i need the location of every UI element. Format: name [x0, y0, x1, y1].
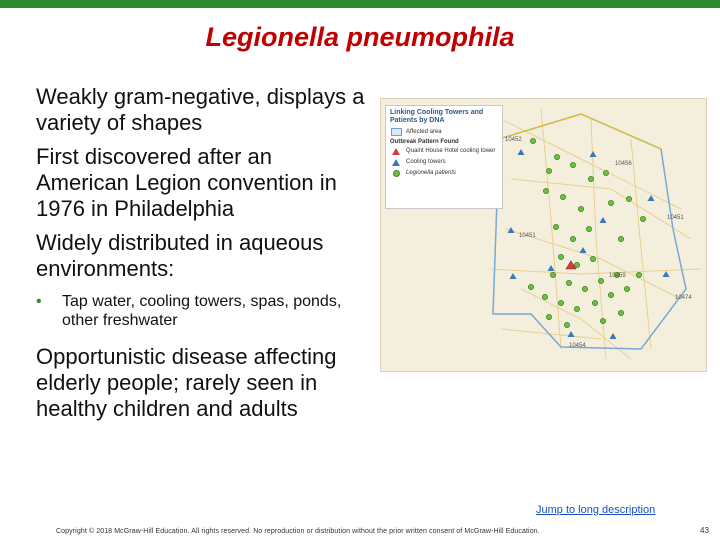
patient-marker [618, 310, 623, 315]
legend-title: Linking Cooling Towers and Patients by DNA [390, 109, 484, 124]
patient-marker [570, 162, 575, 167]
patient-marker [528, 284, 533, 289]
cooling-tower-marker [568, 331, 575, 337]
legend-outbreak-heading: Outbreak Pattern Found [390, 139, 459, 145]
patient-marker [546, 168, 551, 173]
blue-triangle-icon [392, 159, 400, 166]
patient-marker [554, 154, 559, 159]
zip-label: 10456 [615, 161, 632, 167]
patient-marker [570, 236, 575, 241]
legend-hotel [390, 147, 498, 155]
zip-label: 10459 [609, 273, 626, 279]
cooling-tower-marker [590, 151, 597, 157]
zip-label: 10474 [675, 295, 692, 301]
patient-marker [558, 254, 563, 259]
patient-marker [586, 226, 591, 231]
cooling-tower-marker [580, 247, 587, 253]
zip-label: 10452 [505, 137, 522, 143]
patient-marker [582, 286, 587, 291]
outbreak-map [380, 98, 707, 372]
red-triangle-icon [392, 148, 400, 155]
patient-marker [542, 294, 547, 299]
patient-marker [626, 196, 631, 201]
legend-affected-area [390, 128, 498, 136]
patient-marker [546, 314, 551, 319]
cooling-tower-marker [548, 265, 555, 271]
legend-patients [390, 169, 498, 177]
bullet-dot-icon: • [36, 293, 42, 310]
cooling-tower-marker [663, 271, 670, 277]
patient-marker [564, 322, 569, 327]
cooling-tower-marker [518, 149, 525, 155]
map-legend [385, 105, 503, 209]
patient-marker [618, 236, 623, 241]
legend-cooling-towers [390, 158, 498, 166]
zip-label: 10454 [569, 343, 586, 349]
patient-marker [566, 280, 571, 285]
bullet-distribution: Widely distributed in aqueous environments: [36, 230, 324, 281]
bullet-discovery: First discovered after an American Legion convention in 1976 in Philadelphia [36, 144, 337, 221]
green-circle-icon [393, 170, 400, 177]
legend-affected-area-label: Affected area [406, 129, 442, 135]
patient-marker [550, 272, 555, 277]
patient-marker [530, 138, 535, 143]
page-number: 43 [700, 526, 709, 535]
zip-label: 10451 [667, 215, 684, 221]
legend-hotel-label: Quaint House Hotel cooling tower [406, 148, 496, 154]
patient-marker [600, 318, 605, 323]
patient-marker [603, 170, 608, 175]
cooling-tower-marker [648, 195, 655, 201]
bullet-opportunistic: Opportunistic disease affecting elderly people; rarely seen in healthy children and adults [36, 344, 337, 421]
sub-bullet-water-sources [36, 292, 366, 330]
slide-title: Legionella pneumophila [205, 22, 515, 52]
patient-marker [560, 194, 565, 199]
legend-cooling-towers-label: Cooling towers [406, 159, 446, 165]
highway-line [499, 114, 661, 149]
patient-marker [574, 262, 579, 267]
jump-to-long-description-link[interactable]: Jump to long description [536, 504, 656, 516]
bullet-gram-negative: Weakly gram-negative, displays a variety of shapes [36, 84, 365, 135]
sub-bullet-text: Tap water, cooling towers, spas, ponds, other freshwater [62, 293, 342, 329]
patient-marker [624, 286, 629, 291]
patient-marker [558, 300, 563, 305]
cooling-tower-marker [600, 217, 607, 223]
copyright-footer: Copyright © 2018 McGraw-Hill Education. All rights reserved. No reproduction or distribution without the prior written consent of McGraw-Hill Education. [56, 528, 540, 535]
patient-marker [590, 256, 595, 261]
cooling-tower-marker [510, 273, 517, 279]
patient-marker [553, 224, 558, 229]
affected-area-swatch [391, 128, 402, 136]
patient-marker [592, 300, 597, 305]
patient-marker [543, 188, 548, 193]
legend-patients-label: Legionella patients [406, 170, 457, 176]
bullet-list [36, 84, 366, 430]
patient-marker [578, 206, 583, 211]
patient-marker [574, 306, 579, 311]
patient-marker [636, 272, 641, 277]
patient-marker [588, 176, 593, 181]
patient-marker [608, 200, 613, 205]
zip-label: 10451 [519, 233, 536, 239]
patient-marker [640, 216, 645, 221]
patient-marker [608, 292, 613, 297]
top-accent-bar [0, 0, 720, 8]
cooling-tower-marker [610, 333, 617, 339]
patient-marker [598, 278, 603, 283]
